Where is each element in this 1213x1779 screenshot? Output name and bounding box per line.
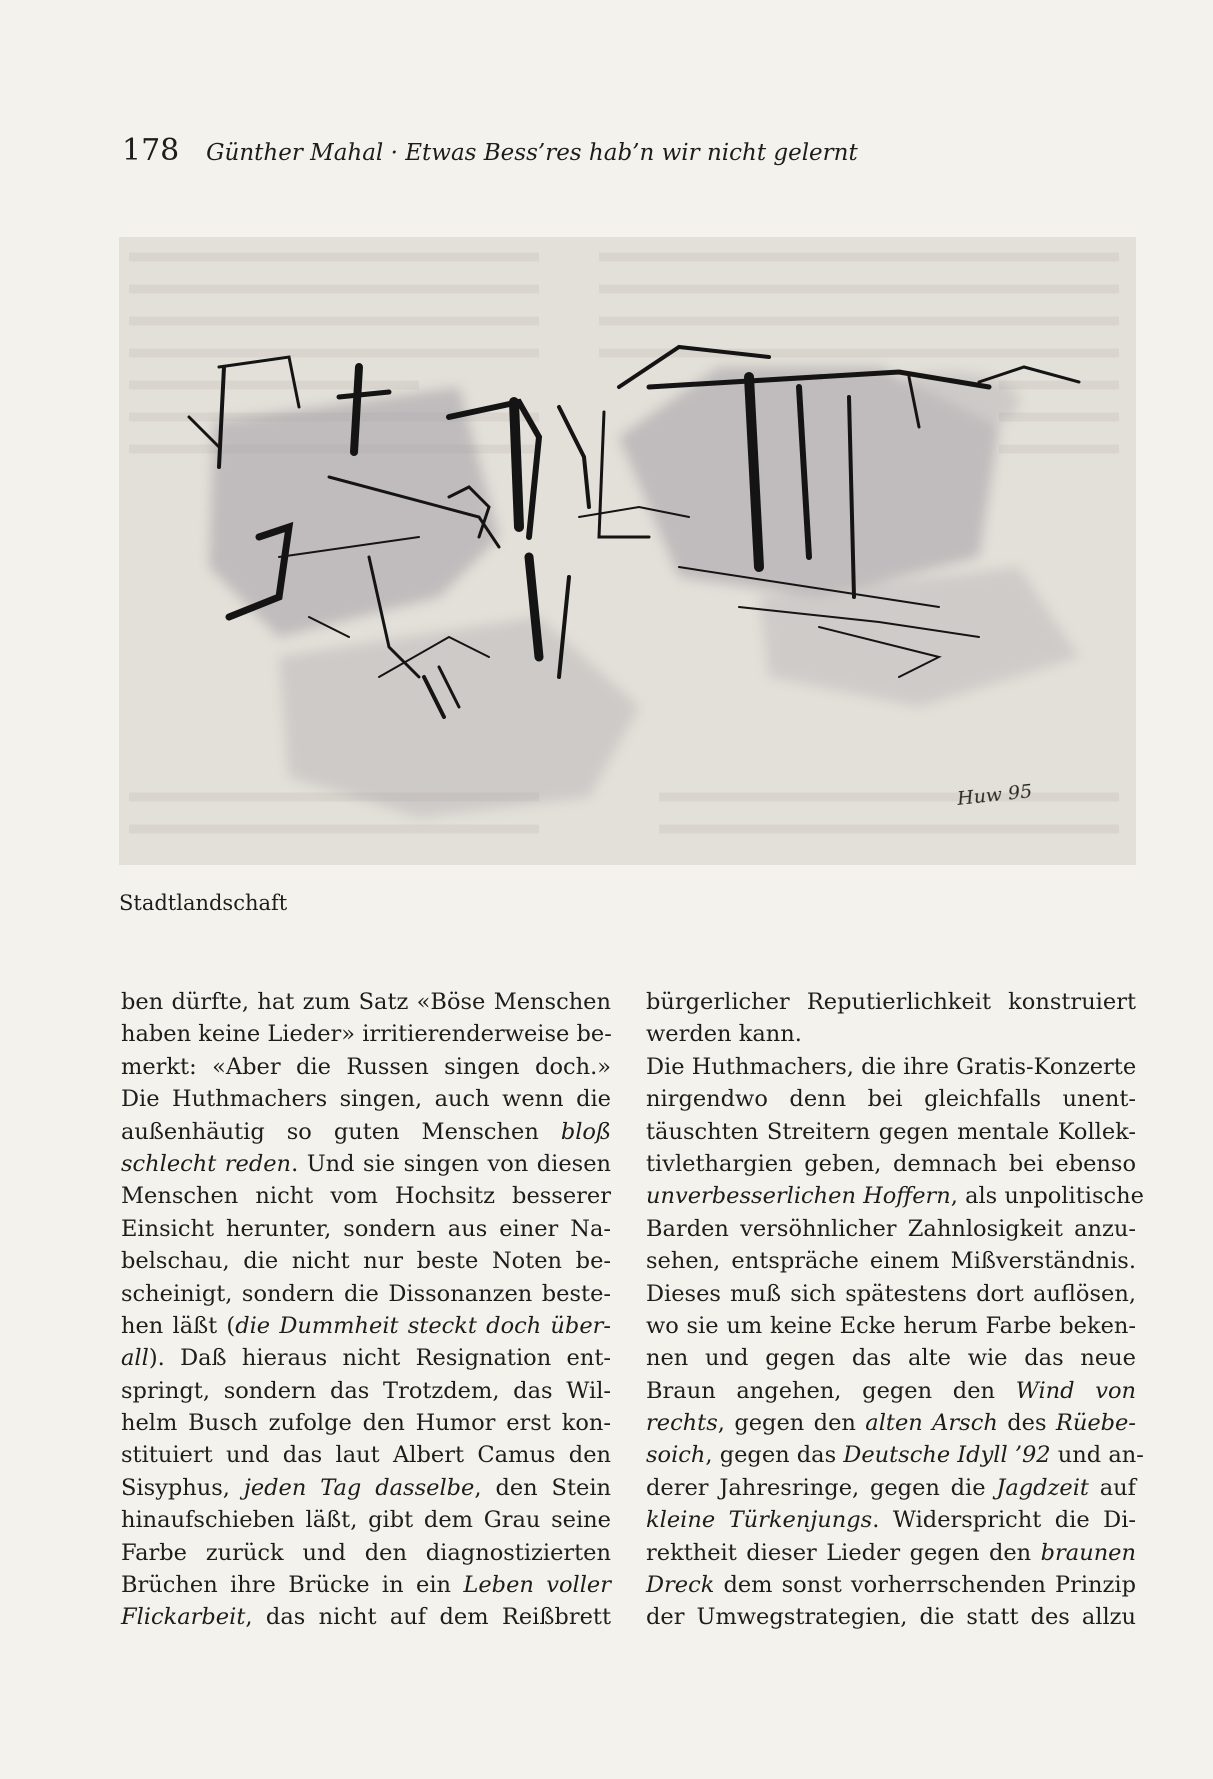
- text-line: [121, 1213, 611, 1245]
- text-span: täuschten Streitern gegen mentale Kollek-: [646, 1118, 1136, 1145]
- italic-span: soich: [646, 1442, 706, 1469]
- text-span: außenhäutig so guten Menschen: [121, 1118, 561, 1145]
- text-span: helm Busch zufolge den Humor erst kon-: [121, 1410, 611, 1437]
- text-line: [646, 1278, 1136, 1310]
- text-span: und an-: [1050, 1442, 1144, 1469]
- text-line: [646, 1116, 1136, 1148]
- right-column: [646, 986, 1144, 1634]
- text-line: [121, 1407, 611, 1439]
- text-line: [646, 1051, 1136, 1083]
- text-span: tivlethargien geben, demnach bei ebenso: [646, 1150, 1136, 1177]
- text-line: [646, 1537, 1136, 1569]
- text-span: rektheit dieser Lieder gegen den: [646, 1539, 1041, 1566]
- text-line: [121, 1051, 611, 1083]
- text-line: [646, 1569, 1136, 1601]
- text-span: Braun angehen, gegen den: [646, 1377, 1016, 1404]
- text-span: , als unpolitische: [950, 1183, 1144, 1210]
- text-span: bürgerlicher Reputierlichkeit konstruiert: [646, 989, 1136, 1015]
- italic-span: kleine Türkenjungs: [646, 1507, 873, 1534]
- text-line: [646, 1310, 1136, 1342]
- text-line: [121, 1278, 611, 1310]
- text-span: Die Huthmachers singen, auch wenn die: [121, 1086, 611, 1113]
- text-span: dem sonst vorherrschenden Prinzip: [714, 1572, 1136, 1599]
- italic-span: Leben voller: [463, 1572, 611, 1599]
- text-line: [646, 1180, 1144, 1212]
- text-line: [646, 1439, 1144, 1471]
- italic-span: all: [121, 1345, 149, 1372]
- text-span: . Und sie singen von diesen: [291, 1150, 612, 1177]
- text-span: Die Huthmachers, die ihre Gratis-Konzerte: [646, 1053, 1137, 1080]
- italic-span: die Dummheit steckt doch über-: [235, 1312, 611, 1339]
- text-span: hen läßt (: [121, 1312, 236, 1339]
- text-line: [121, 1148, 611, 1180]
- text-span: ). Daß hieraus nicht Resignation ent-: [148, 1345, 611, 1372]
- italic-span: Wind von: [1015, 1377, 1136, 1404]
- italic-span: bloß: [560, 1118, 611, 1145]
- text-span: Brüchen ihre Brücke in ein: [121, 1572, 464, 1599]
- text-span: ben dürfte, hat zum Satz «Böse Menschen: [121, 989, 611, 1015]
- text-span: springt, sondern das Trotzdem, das Wil-: [121, 1377, 611, 1404]
- text-line: [646, 1018, 1136, 1050]
- text-line: [646, 1148, 1136, 1180]
- italic-span: alten Arsch: [865, 1410, 998, 1437]
- italic-span: unverbesserlichen Hoffern: [646, 1183, 951, 1210]
- text-span: nen und gegen das alte wie das neue: [646, 1345, 1136, 1372]
- text-span: , gegen das: [705, 1442, 844, 1469]
- text-line: [121, 1342, 611, 1374]
- text-span: belschau, die nicht nur beste Noten be-: [121, 1248, 611, 1275]
- text-span: merkt: «Aber die Russen singen doch.»: [121, 1053, 611, 1080]
- text-line: [646, 986, 1136, 1018]
- text-span: hinaufschieben läßt, gibt dem Grau seine: [121, 1507, 611, 1534]
- text-line: [121, 1310, 611, 1342]
- text-line: [646, 1407, 1136, 1439]
- left-column: [121, 986, 611, 1634]
- italic-span: Dreck: [646, 1572, 715, 1599]
- text-line: [646, 1083, 1136, 1115]
- text-line: [121, 1504, 611, 1536]
- italic-span: rechts: [646, 1410, 718, 1437]
- text-span: Barden versöhnlicher Zahnlosigkeit anzu-: [646, 1215, 1136, 1242]
- figure-caption: Stadtlandschaft: [119, 891, 288, 915]
- italic-span: schlecht reden: [121, 1150, 292, 1177]
- text-line: [121, 1601, 611, 1633]
- text-line: [646, 1245, 1136, 1277]
- text-span: . Widerspricht die Di-: [872, 1507, 1136, 1534]
- cityscape-sketch: [119, 237, 1136, 865]
- text-line: [121, 1569, 611, 1601]
- text-span: sehen, entspräche einem Mißverständnis.: [646, 1248, 1136, 1275]
- text-span: , den Stein: [474, 1474, 612, 1501]
- text-span: des: [997, 1410, 1056, 1437]
- italic-span: jeden Tag dasselbe: [243, 1474, 475, 1501]
- text-span: scheinigt, sondern die Dissonanzen beste-: [121, 1280, 611, 1307]
- text-line: [121, 1375, 611, 1407]
- text-line: [121, 1083, 611, 1115]
- text-line: [646, 1342, 1136, 1374]
- text-line: [646, 1213, 1136, 1245]
- running-header: [122, 133, 858, 168]
- text-line: [646, 1504, 1136, 1536]
- italic-span: Rüebe-: [1055, 1410, 1136, 1437]
- text-span: nirgendwo denn bei gleichfalls unent-: [646, 1086, 1136, 1113]
- text-span: wo sie um keine Ecke herum Farbe beken-: [646, 1312, 1136, 1339]
- text-line: [121, 986, 611, 1018]
- text-span: auf: [1088, 1474, 1136, 1501]
- page-number: 178: [122, 133, 180, 168]
- italic-span: Jagdzeit: [996, 1474, 1089, 1501]
- italic-span: Deutsche Idyll ’92: [843, 1442, 1051, 1469]
- running-title: Günther Mahal · Etwas Bess’res hab’n wir nicht gelernt: [206, 140, 858, 166]
- text-span: werden kann.: [646, 1021, 802, 1048]
- ink-drawing-figure: [119, 237, 1136, 865]
- text-span: haben keine Lieder» irritierenderweise be-: [121, 1021, 612, 1048]
- text-line: [121, 1472, 611, 1504]
- text-line: [646, 1601, 1136, 1633]
- text-line: [121, 1018, 611, 1050]
- text-span: Menschen nicht vom Hochsitz besserer: [121, 1183, 611, 1210]
- italic-span: braunen: [1040, 1539, 1136, 1566]
- text-line: [121, 1180, 611, 1212]
- text-span: Dieses muß sich spätestens dort auflösen,: [646, 1280, 1136, 1307]
- text-span: , das nicht auf dem Reißbrett: [245, 1604, 611, 1631]
- text-line: [646, 1375, 1136, 1407]
- text-span: Sisyphus,: [121, 1474, 244, 1501]
- italic-span: Flickarbeit: [121, 1604, 246, 1631]
- text-span: der Umwegstrategien, die statt des allzu: [646, 1604, 1136, 1631]
- text-line: [121, 1537, 611, 1569]
- text-span: Farbe zurück und den diagnostizierten: [121, 1539, 611, 1566]
- text-line: [121, 1116, 611, 1148]
- text-span: derer Jahresringe, gegen die: [646, 1474, 997, 1501]
- text-line: [121, 1439, 611, 1471]
- text-span: , gegen den: [717, 1410, 866, 1437]
- text-line: [646, 1472, 1136, 1504]
- text-span: stituiert und das laut Albert Camus den: [121, 1442, 611, 1469]
- artist-signature: Huw 95: [956, 780, 1034, 810]
- text-span: Einsicht herunter, sondern aus einer Na-: [121, 1215, 611, 1242]
- text-line: [121, 1245, 611, 1277]
